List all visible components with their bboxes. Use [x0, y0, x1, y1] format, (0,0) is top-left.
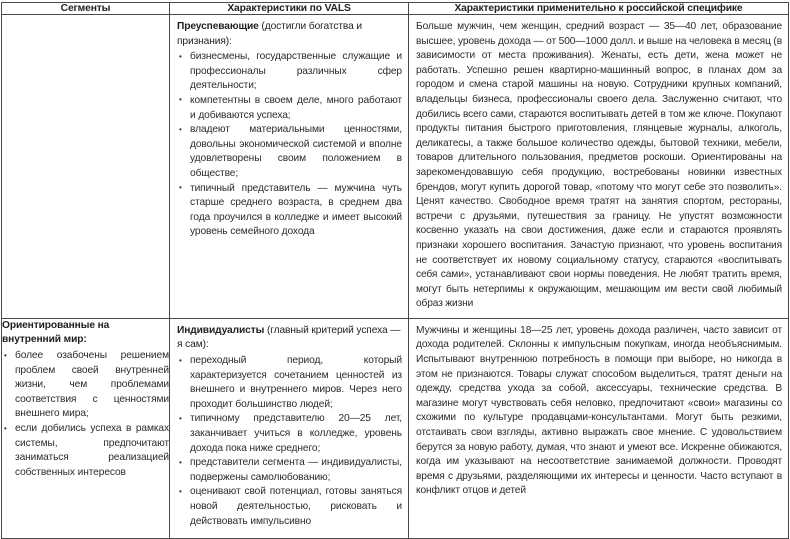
cell-russian-2	[409, 318, 789, 538]
vals-bullets-1	[177, 50, 402, 240]
table-header	[2, 3, 789, 15]
cell-vals-1	[170, 15, 409, 319]
column-header-vals: Характеристики по VALS	[170, 3, 409, 15]
list-item: • бизнесмены, государственные служащие и профессионалы различных сфер деятельности;	[177, 50, 402, 94]
column-header-russian: Характеристики применительно к российской специфике	[409, 3, 789, 15]
list-item: • типичный представитель — мужчина чуть старше среднего возраста, в среднем два года проучился в колледже и имеет высокий уровень семейного дохода	[177, 182, 402, 240]
list-item: • владеют материальными ценностями, довольны экономической системой и вполне удовлетворены своим положением в обществе;	[177, 123, 402, 181]
list-item: • более озабочены решением проблем своей внутренней жизни, чем проблемами соответствия с ценностями внешнего мира;	[2, 349, 169, 422]
table-row	[2, 15, 789, 319]
list-item: • оценивают свой потенциал, готовы заняться новой деятельностью, рисковать и действовать импульсивно	[177, 485, 402, 529]
header-row	[2, 3, 789, 15]
cell-vals-2	[170, 318, 409, 538]
vals-title-1	[177, 20, 402, 49]
vals-bullets-2	[177, 354, 402, 529]
document-page	[0, 2, 790, 527]
vals-title-rest-2: (главный критерий успеха — я сам):	[177, 324, 401, 351]
russian-paragraph-1: Больше мужчин, чем женщин, средний возраст — 35—40 лет, образование высшее, уровень дохода — от 500—1000 долл. и выше на человека в месяц (в зависимости от места проживания). Женаты, есть дети, жена может не работать. Успешно решен квартирно-машинный вопрос, в планах дом за городом и смена старой машины на новую. Сотрудники крупных компаний, владельцы бизнеса, профессионалы своего дела. Заслуженно считают, что добились всего сами, стараются воспитывать детей в том же ключе. Покупают продукты питания быстрого приготовления, глянцевые журналы, алкоголь, деликатесы, а также большое количество одежды, бытовой техники, мебели, товаров длительного пользования, предметов роскоши. Ориентированы на зарекомендовавшую себя продукцию, востребованы новинки известных брендов, могут купить дорогой товар, «потому что могут себе это позволить». Ценят качество. Свободное время тратят на занятия спортом, рестораны, встречи с друзьями, путешествия за границу. Не упустят возможности косвенно указать на свои достижения, даже если и стараются проявлять признаки хорошего воспитания. Зачастую признают, что уровень воспитания не соответствует их новому социальному статусу, стараются «воспитывать себя сами», устанавливают свои нормы поведения. Не любят тратить время, могут быть нетерпимы к окружающим, мешающим им вести свой любимый образ жизни	[416, 21, 782, 310]
column-header-segments: Сегменты	[2, 3, 170, 15]
vals-title-2	[177, 324, 402, 353]
russian-paragraph-2: Мужчины и женщины 18—25 лет, уровень дохода различен, часто зависит от дохода родителей. Склонны к импульсным покупкам, иногда необъяснимым. Испытывают внутреннюю потребность в помощи при выборе, но никогда в этом не признаются. Товары служат способом выделиться, тратят деньги на одежду, средства ухода за собой, аксессуары, технические средства. В магазине могут чувствовать себя неловко, предпочитают «свои» магазины со схожими по культуре продавцами-консультантами. Могут быть резкими, отстаивать свои взгляды, активно выражать свое мнение. С удовольствием берутся за новую работу, думая, что знают и умеют все. Искренне обижаются, когда им указывают на несоответствие занимаемой должности. Проводят время с друзьями, разделяющими их интересы и ценности. Часто вступают в конфликт отцов и детей	[416, 324, 782, 497]
table-body	[2, 15, 789, 539]
segment-title-2: Ориентированные на внутренний мир:	[2, 319, 110, 346]
cell-russian-1	[409, 15, 789, 319]
list-item: • переходный период, который характеризуется сочетанием ценностей из внешнего и внутреннего миров. Через него проходит большинство людей;	[177, 354, 402, 412]
list-item: • представители сегмента — индивидуалисты, подвержены самолюбованию;	[177, 456, 402, 485]
table-row	[2, 318, 789, 538]
list-item: • типичному представителю 20—25 лет, заканчивает учиться в колледже, уровень дохода пока ниже среднего;	[177, 412, 402, 456]
vals-title-bold-1: Преуспевающие	[177, 21, 259, 32]
cell-segment-1	[2, 15, 170, 319]
segment-bullets-2	[2, 349, 169, 480]
vals-title-rest-1: (достигли богатства и признания):	[177, 21, 362, 47]
vals-segments-table	[1, 2, 789, 539]
list-item: • если добились успеха в рамках системы, предпочитают заниматься реализацией собственных интересов	[2, 422, 169, 480]
vals-title-bold-2: Индивидуалисты	[177, 324, 265, 336]
list-item: • компетентны в своем деле, много работают и добиваются успеха;	[177, 94, 402, 123]
cell-segment-2	[2, 318, 170, 538]
